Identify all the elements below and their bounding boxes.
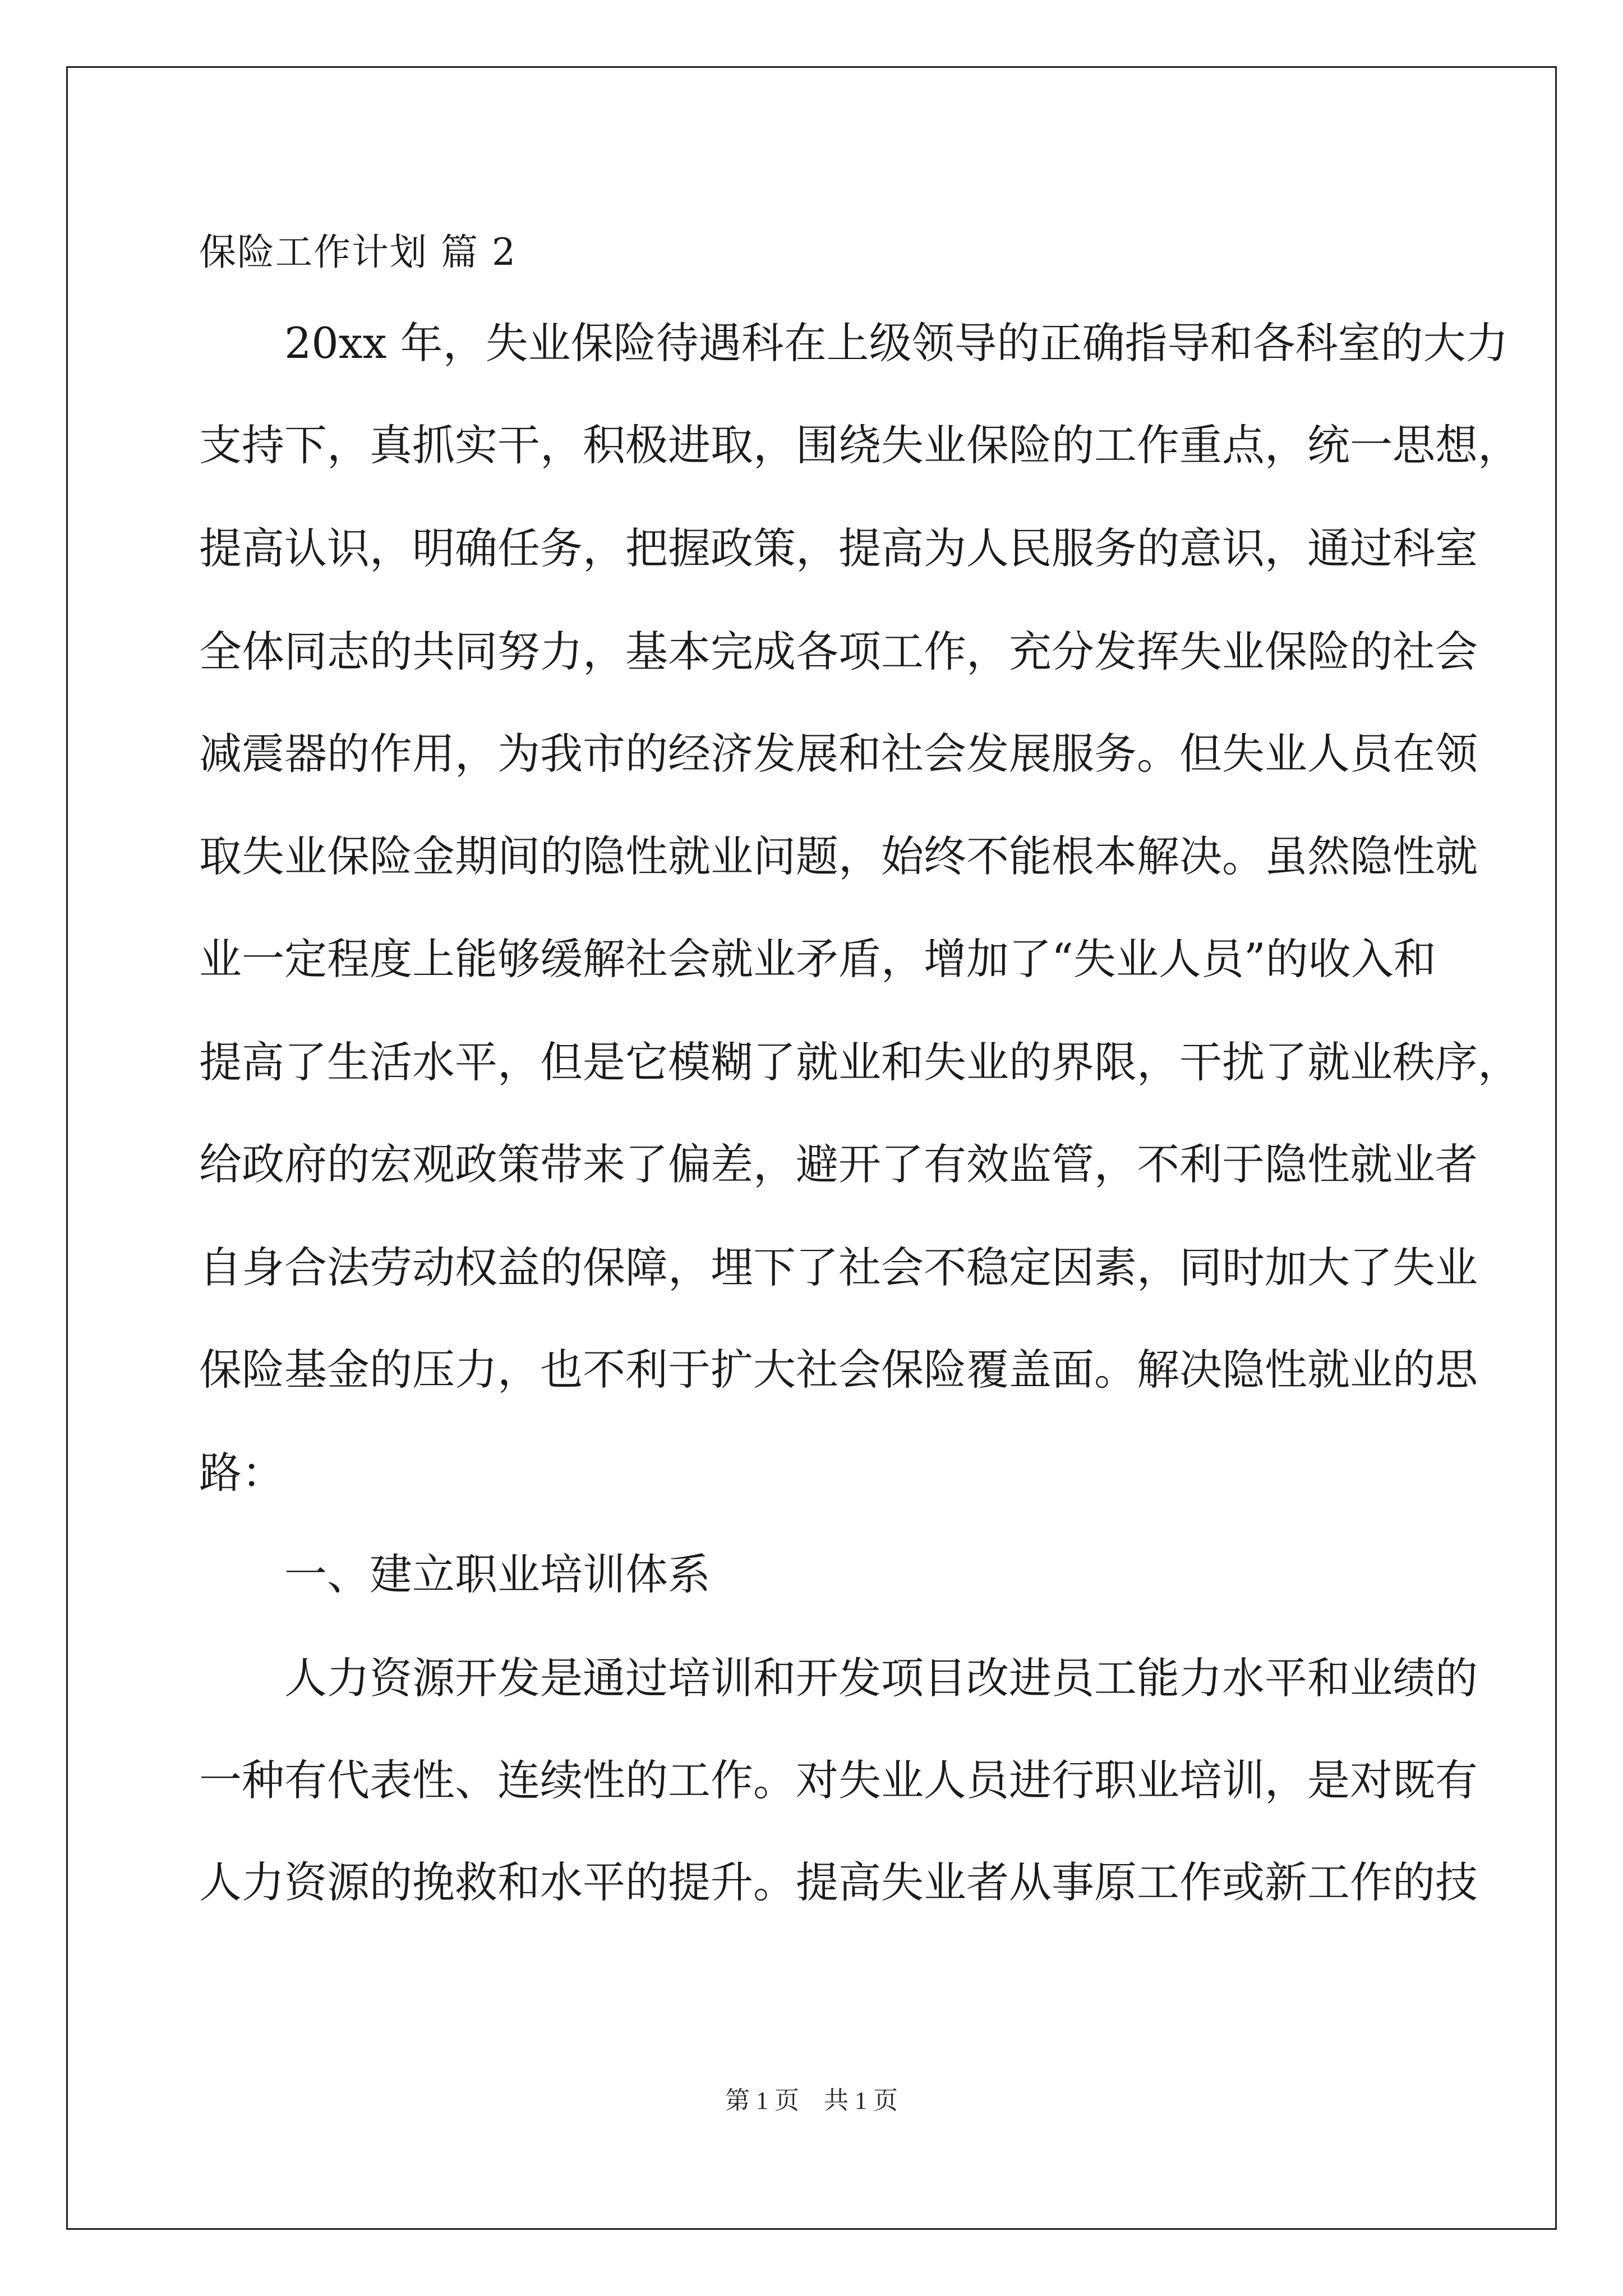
body-line: 业一定程度上能够缓解社会就业矛盾，增加了“失业人员”的收入和	[199, 934, 1436, 984]
body-line: 人力资源开发是通过培训和开发项目改进员工能力水平和业绩的	[199, 1653, 1478, 1703]
body-line: 支持下，真抓实干，积极进取，围绕失业保险的工作重点，统一思想，	[199, 420, 1520, 470]
body-line: 取失业保险金期间的隐性就业问题，始终不能根本解决。虽然隐性就	[199, 831, 1478, 881]
body-line: 给政府的宏观政策带来了偏差，避开了有效监管，不利于隐性就业者	[199, 1139, 1478, 1189]
body-line: 路：	[199, 1448, 284, 1498]
page-footer: 第 1 页 共 1 页	[725, 2087, 898, 2114]
body-line: 减震器的作用，为我市的经济发展和社会发展服务。但失业人员在领	[199, 729, 1478, 779]
body-line: 人力资源的挽救和水平的提升。提高失业者从事原工作或新工作的技	[199, 1857, 1478, 1907]
body-line: 保险基金的压力，也不利于扩大社会保险覆盖面。解决隐性就业的思	[199, 1345, 1478, 1395]
document-title: 保险工作计划 篇 2	[199, 231, 517, 274]
section-heading: 一、建立职业培训体系	[199, 1549, 711, 1599]
body-line: 提高了生活水平，但是它模糊了就业和失业的界限，干扰了就业秩序，	[199, 1037, 1520, 1087]
body-line: 20xx 年，失业保险待遇科在上级领导的正确指导和各科室的大力	[199, 318, 1509, 368]
body-line: 一种有代表性、连续性的工作。对失业人员进行职业培训，是对既有	[199, 1755, 1478, 1805]
body-line: 全体同志的共同努力，基本完成各项工作，充分发挥失业保险的社会	[199, 627, 1478, 677]
body-line: 提高认识，明确任务，把握政策，提高为人民服务的意识，通过科室	[199, 523, 1478, 573]
body-line: 自身合法劳动权益的保障，埋下了社会不稳定因素，同时加大了失业	[199, 1243, 1478, 1292]
